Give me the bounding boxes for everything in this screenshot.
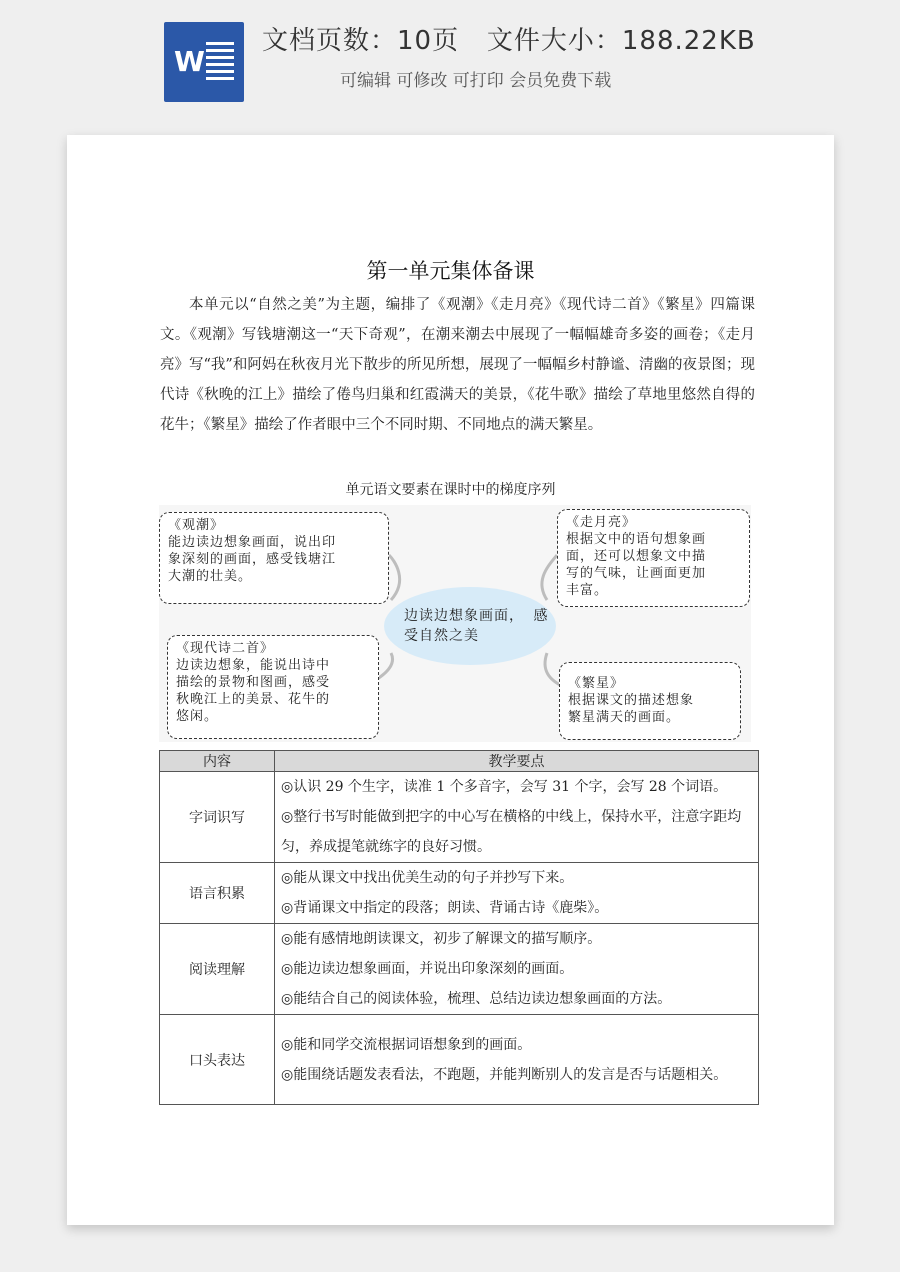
teaching-point: ◎背诵课文中指定的段落；朗读、背诵古诗《鹿柴》。: [281, 900, 609, 916]
lesson-text-line: 象深刻的画面，感受钱塘江: [168, 552, 337, 567]
teaching-point: ◎能边读边想象画面，并说出印象深刻的画面。: [281, 961, 574, 977]
table-row: [160, 863, 759, 924]
row-points: [275, 1015, 759, 1105]
lesson-text-line: 繁星满天的画面。: [568, 710, 681, 725]
teaching-point: ◎整行书写时能做到把字的中心写在横格的中线上，保持水平，注意字距均匀，养成提笔就练字的良好习惯。: [281, 809, 742, 855]
row-points: [275, 863, 759, 924]
intro-paragraph: 本单元以“自然之美”为主题，编排了《观潮》《走月亮》《现代诗二首》《繁星》四篇课文。《观潮》写钱塘潮这一“天下奇观”，在潮来潮去中展现了一幅幅雄奇多姿的画卷；《走月亮》写“我”和阿妈在秋夜月光下散步的所见所想，展现了一幅幅乡村静谧、清幽的夜景图；现代诗《秋晚的江上》描绘了倦鸟归巢和红霞满天的美景，《花牛歌》描绘了草地里悠然自得的花牛；《繁星》描绘了作者眼中三个不同时期、不同地点的满天繁星。: [160, 297, 755, 433]
table-row: [160, 1015, 759, 1105]
lesson-box-xiandaishi: [167, 635, 379, 739]
row-points: [275, 924, 759, 1015]
theme-line: 边读边想象画面，: [404, 608, 524, 624]
theme-line: 感受自然之美: [404, 608, 549, 644]
lesson-text-line: 能边读边想象画面，说出印: [168, 535, 337, 550]
document-page: [67, 135, 834, 1225]
lesson-text-line: 秋晚江上的美景、花牛的: [176, 692, 331, 707]
lesson-text-line: 悠闲。: [176, 709, 219, 724]
row-category: 字词识写: [160, 772, 275, 863]
lesson-text-line: 大潮的壮美。: [168, 569, 253, 584]
table-row: [160, 772, 759, 863]
lesson-title: 《现代诗二首》: [176, 641, 275, 656]
teaching-point: ◎能围绕话题发表看法，不跑题，并能判断别人的发言是否与话题相关。: [281, 1066, 728, 1083]
central-theme: [384, 587, 556, 665]
header-banner: [0, 0, 900, 110]
lesson-title: 《走月亮》: [566, 515, 637, 530]
teaching-point: ◎能和同学交流根据词语想象到的画面。: [281, 1036, 532, 1053]
row-category: 口头表达: [160, 1015, 275, 1105]
banner-subtitle: 可编辑 可修改 可打印 会员免费下载: [340, 71, 612, 91]
lesson-text-line: 根据文中的语句想象画: [566, 532, 707, 547]
teaching-point: ◎能结合自己的阅读体验，梳理、总结边读边想象画面的方法。: [281, 991, 672, 1007]
teaching-point: ◎能有感情地朗读课文，初步了解课文的描写顺序。: [281, 931, 602, 947]
lesson-title: 《繁星》: [568, 676, 625, 691]
row-points: [275, 772, 759, 863]
lesson-text-line: 边读边想象，能说出诗中: [176, 658, 331, 673]
diagram-title: 单元语文要素在课时中的梯度序列: [345, 482, 556, 498]
concept-diagram: [159, 505, 751, 742]
lesson-title: 《观潮》: [168, 518, 225, 533]
row-category: 语言积累: [160, 863, 275, 924]
lesson-text-line: 描绘的景物和图画，感受: [176, 675, 331, 690]
lesson-text-line: 面，还可以想象文中描: [566, 549, 707, 564]
word-document-icon: W: [164, 22, 244, 102]
lesson-box-zouyueliang: [557, 509, 750, 607]
lesson-text-line: 写的气味，让画面更加: [566, 566, 707, 581]
page-title: 第一单元集体备课: [366, 259, 535, 283]
teaching-point: ◎认识 29 个生字，读准 1 个多音字，会写 31 个字，会写 28 个词语。: [281, 779, 728, 795]
column-header-points: 教学要点: [275, 751, 759, 772]
table-row: [160, 924, 759, 1015]
teaching-points-table: [159, 750, 759, 1105]
column-header-content: 内容: [160, 751, 275, 772]
teaching-point: ◎能从课文中找出优美生动的句子并抄写下来。: [281, 870, 574, 886]
lesson-box-guanchao: [159, 512, 389, 604]
banner-title: 文档页数：10页 文件大小：188.22KB: [262, 26, 756, 56]
lesson-text-line: 根据课文的描述想象: [568, 693, 695, 708]
row-category: 阅读理解: [160, 924, 275, 1015]
lesson-text-line: 丰富。: [566, 583, 609, 598]
lesson-box-fanxing: [559, 662, 741, 740]
table-header-row: [160, 751, 759, 772]
